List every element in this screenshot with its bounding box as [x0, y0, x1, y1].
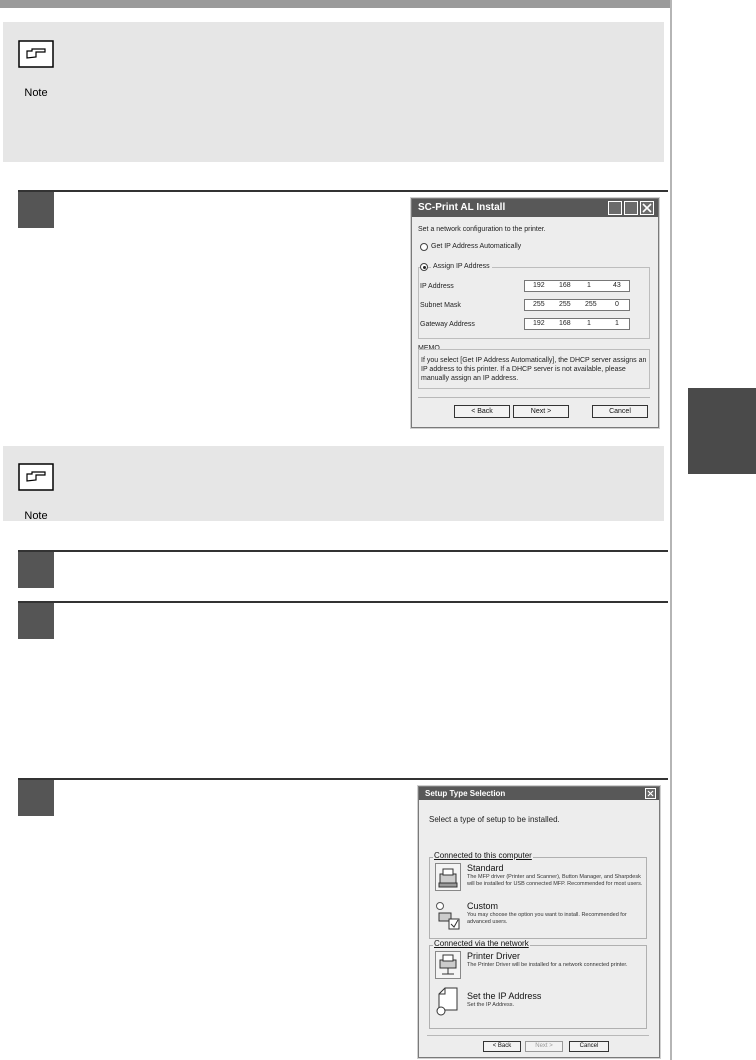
step-rule-2 [18, 550, 668, 552]
gw-octet-4: 1 [615, 320, 619, 327]
maximize-icon[interactable] [624, 201, 638, 215]
note-label: Note [24, 87, 48, 99]
set-ip-option-desc: Set the IP Address. [467, 1002, 514, 1008]
cancel-button[interactable]: Cancel [569, 1041, 609, 1052]
setup-type-dialog [418, 786, 660, 1058]
custom-option-desc: You may choose the option you want to install. Recommended for advanced users. [467, 912, 627, 925]
back-button[interactable]: < Back [483, 1041, 521, 1052]
standard-option-icon[interactable] [435, 863, 461, 891]
standard-option-desc: The MFP driver (Printer and Scanner), Button Manager, and Sharpdesk will be installed for USB connected MFP. Recommended for most users. [467, 874, 643, 887]
gw-octet-1: 192 [533, 320, 545, 327]
note-box-1 [3, 22, 664, 162]
mask-octet-3: 255 [585, 301, 597, 308]
pointing-hand-icon [18, 463, 54, 505]
set-ip-option-icon[interactable] [435, 985, 461, 1017]
custom-option-icon[interactable] [435, 901, 461, 931]
network-group-label: Connected via the network [434, 939, 529, 948]
radio-assign-ip-label: Assign IP Address [433, 263, 490, 270]
gateway-address-label: Gateway Address [420, 321, 475, 328]
mask-octet-4: 0 [615, 301, 619, 308]
dialog-titlebar [412, 199, 658, 217]
cancel-button[interactable]: Cancel [592, 405, 648, 418]
printer-driver-option-icon[interactable] [435, 951, 461, 979]
custom-install-icon [435, 901, 461, 931]
next-button[interactable]: Next > [525, 1041, 563, 1052]
mask-octet-1: 255 [533, 301, 545, 308]
dialog-instruction: Select a type of setup to be installed. [429, 815, 560, 824]
gw-octet-2: 168 [559, 320, 571, 327]
radio-get-ip-auto[interactable] [420, 243, 428, 251]
network-group [429, 945, 647, 1029]
note-1 [18, 40, 54, 99]
memo-label: MEMO [418, 345, 440, 352]
subnet-mask-field[interactable] [524, 299, 630, 311]
custom-option-title: Custom [467, 901, 499, 911]
step-number-box-4 [18, 780, 54, 816]
close-icon[interactable] [640, 201, 654, 215]
mask-octet-2: 255 [559, 301, 571, 308]
memo-text: If you select [Get IP Address Automatically], the DHCP server assigns an IP address to this printer. If a DHCP server is not available, please manually assign an IP address. [421, 357, 647, 382]
ip-octet-2: 168 [559, 282, 571, 289]
dialog-title: SC-Print AL Install [418, 202, 506, 213]
ip-octet-4: 43 [613, 282, 621, 289]
note-box-2 [3, 446, 664, 521]
close-icon[interactable] [645, 788, 656, 799]
dialog-titlebar [419, 787, 659, 800]
gateway-address-field[interactable] [524, 318, 630, 330]
ip-address-label: IP Address [420, 283, 454, 290]
gw-octet-3: 1 [587, 320, 591, 327]
chapter-tab [688, 388, 756, 474]
ip-octet-1: 192 [533, 282, 545, 289]
dialog-title: Setup Type Selection [425, 789, 506, 798]
radio-assign-ip[interactable] [420, 263, 428, 271]
pointing-hand-icon [18, 40, 54, 82]
dialog-instruction: Set a network configuration to the printer. [418, 226, 546, 233]
standard-option-title: Standard [467, 863, 504, 873]
right-margin-rule [670, 0, 672, 1060]
step-rule-3 [18, 601, 668, 603]
step-rule-1 [18, 190, 668, 192]
install-dialog [411, 198, 659, 428]
step-rule-4 [18, 778, 668, 780]
dialog-divider [418, 397, 650, 398]
set-ip-option-title: Set the IP Address [467, 991, 542, 1001]
step-number-box-3 [18, 603, 54, 639]
mfp-printer-icon [436, 864, 460, 890]
note-label: Note [24, 510, 48, 522]
local-group-label: Connected to this computer [434, 851, 532, 860]
step-number-box-2 [18, 552, 54, 588]
step-number-box-1 [18, 192, 54, 228]
network-printer-icon [436, 952, 460, 978]
set-ip-address-icon [435, 985, 461, 1017]
ip-octet-3: 1 [587, 282, 591, 289]
radio-get-ip-auto-label: Get IP Address Automatically [431, 243, 522, 250]
local-group [429, 857, 647, 939]
note-2 [18, 463, 54, 522]
top-rule [0, 0, 670, 8]
ip-address-field[interactable] [524, 280, 630, 292]
printer-driver-option-title: Printer Driver [467, 951, 521, 961]
back-button[interactable]: < Back [454, 405, 510, 418]
dialog-divider [427, 1035, 649, 1036]
next-button[interactable]: Next > [513, 405, 569, 418]
subnet-mask-label: Subnet Mask [420, 302, 461, 309]
printer-driver-option-desc: The Printer Driver will be installed for a network connected printer. [467, 962, 628, 968]
minimize-icon[interactable] [608, 201, 622, 215]
